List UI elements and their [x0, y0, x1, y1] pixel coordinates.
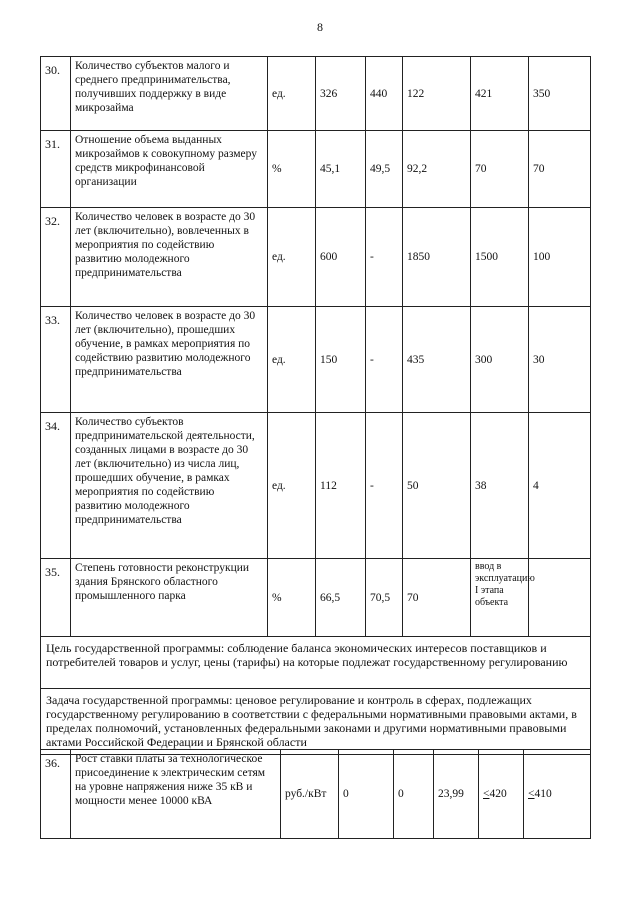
row-number: 35. — [41, 559, 71, 637]
row-number: 32. — [41, 208, 71, 307]
value-cell: 1850 — [403, 208, 471, 307]
value-cell: 66,5 — [316, 559, 366, 637]
value-cell: 23,99 — [434, 750, 479, 839]
table-row — [41, 208, 591, 307]
value-cell — [529, 559, 591, 637]
indicators-table-continued — [40, 749, 591, 839]
value-cell: 100 — [529, 208, 591, 307]
row-number: 31. — [41, 131, 71, 208]
value-cell: 70 — [403, 559, 471, 637]
table-row — [41, 750, 591, 839]
value-cell: 350 — [529, 57, 591, 131]
unit-cell: % — [268, 131, 316, 208]
indicator-name: Рост ставки платы за технологическое присоединение к электрическим сетям на уровне напряжения ниже 35 кВ и мощности менее 10000 кВА — [71, 750, 281, 839]
value-cell: 49,5 — [366, 131, 403, 208]
table-row — [41, 131, 591, 208]
value-cell: 1500 — [471, 208, 529, 307]
value-cell — [524, 750, 591, 839]
indicators-table — [40, 56, 591, 755]
value-cell: 0 — [339, 750, 394, 839]
value-cell: 112 — [316, 413, 366, 559]
row-number: 30. — [41, 57, 71, 131]
unit-cell: ед. — [268, 413, 316, 559]
value-cell: 435 — [403, 307, 471, 413]
value-cell: - — [366, 413, 403, 559]
indicator-name: Отношение объема выданных микрозаймов к совокупному размеру средств микрофинансовой организации — [71, 131, 268, 208]
value-cell: 421 — [471, 57, 529, 131]
program-goal: Цель государственной программы: соблюдение баланса экономических интересов поставщиков и потребителей товаров и услуг, цены (тарифы) на которые подлежат государственному регулированию — [41, 637, 591, 689]
value-cell: 45,1 — [316, 131, 366, 208]
value-cell: 70,5 — [366, 559, 403, 637]
row-number: 33. — [41, 307, 71, 413]
value-cell: 30 — [529, 307, 591, 413]
unit-cell: ед. — [268, 208, 316, 307]
table-row — [41, 57, 591, 131]
value-cell: ввод в эксплуатацию I этапа объекта — [471, 559, 529, 637]
value-cell: 600 — [316, 208, 366, 307]
value-cell — [479, 750, 524, 839]
value-cell: 300 — [471, 307, 529, 413]
unit-cell: ед. — [268, 57, 316, 131]
less-equal-sign: < — [483, 788, 490, 800]
table-row — [41, 413, 591, 559]
page-number: 8 — [317, 20, 323, 34]
value-cell: 4 — [529, 413, 591, 559]
goal-row — [41, 637, 591, 689]
value-cell: 0 — [394, 750, 434, 839]
value-cell: 92,2 — [403, 131, 471, 208]
value-number: 420 — [489, 788, 507, 800]
value-cell: 38 — [471, 413, 529, 559]
value-cell: 440 — [366, 57, 403, 131]
unit-cell: % — [268, 559, 316, 637]
value-cell: - — [366, 208, 403, 307]
table-row — [41, 559, 591, 637]
indicator-name: Количество субъектов предпринимательской деятельности, созданных лицами в возрасте до 30 лет (включительно) из числа лиц, прошедших обучение, в рамках мероприятия по содействию развитию молодежного предпринимательства — [71, 413, 268, 559]
row-number: 34. — [41, 413, 71, 559]
value-cell: 122 — [403, 57, 471, 131]
unit-cell: руб./кВт — [281, 750, 339, 839]
value-cell: 70 — [529, 131, 591, 208]
row-number: 36. — [41, 750, 71, 839]
table-row — [41, 307, 591, 413]
value-cell: 50 — [403, 413, 471, 559]
indicator-name: Количество человек в возрасте до 30 лет (включительно), вовлеченных в мероприятия по содействию развитию молодежного предпринимательства — [71, 208, 268, 307]
indicator-name: Степень готовности реконструкции здания Брянского областного промышленного парка — [71, 559, 268, 637]
program-task: Задача государственной программы: ценовое регулирование и контроль в сферах, подлежащих государственному регулированию в соответствии с федеральными нормативными правовыми актами, в пределах полномочий, установленных федеральными законами и другими нормативными правовыми актами Российской Федерации и Брянской области — [41, 689, 591, 755]
value-number: 410 — [534, 788, 552, 800]
value-cell: 150 — [316, 307, 366, 413]
less-equal-sign: < — [528, 788, 535, 800]
unit-cell: ед. — [268, 307, 316, 413]
task-row — [41, 689, 591, 755]
value-cell: - — [366, 307, 403, 413]
indicator-name: Количество субъектов малого и среднего предпринимательства, получивших поддержку в виде микрозайма — [71, 57, 268, 131]
indicator-name: Количество человек в возрасте до 30 лет (включительно), прошедших обучение, в рамках мероприятия по содействию развитию молодежного предпринимательства — [71, 307, 268, 413]
value-cell: 70 — [471, 131, 529, 208]
value-cell: 326 — [316, 57, 366, 131]
